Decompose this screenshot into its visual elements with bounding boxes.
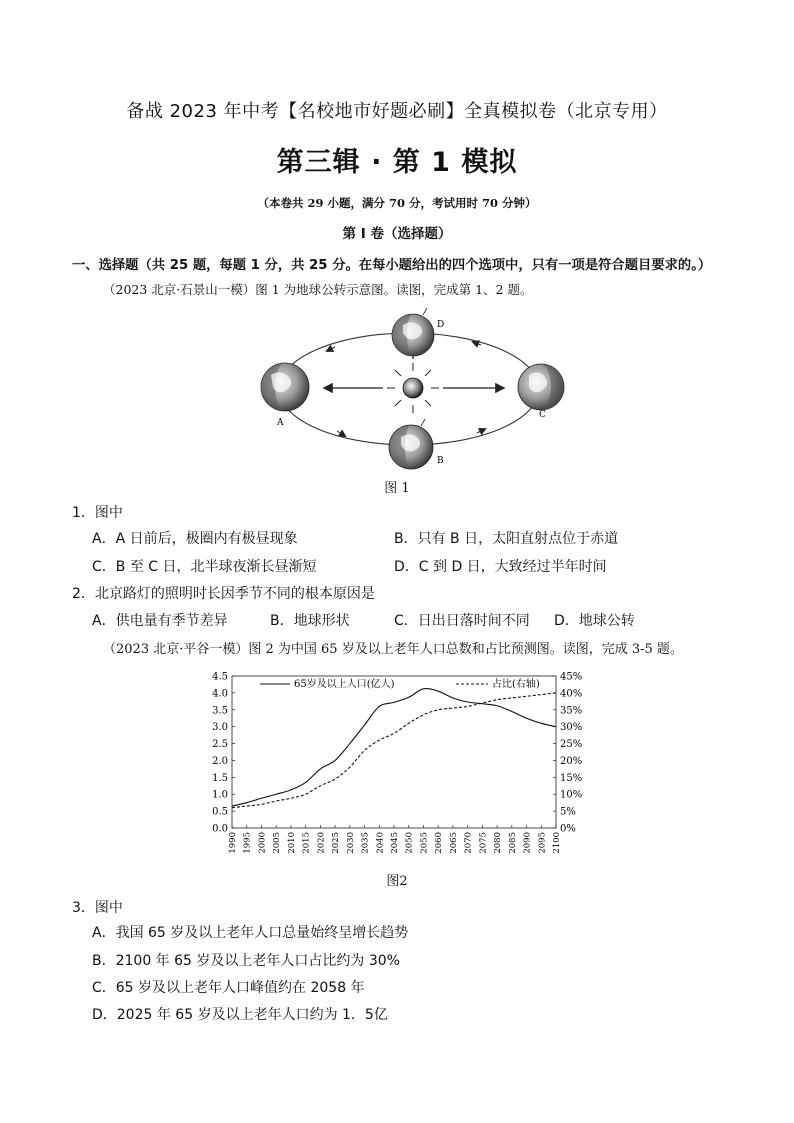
x-tick-label: 2100 (552, 832, 562, 854)
x-tick-label: 2030 (345, 832, 356, 854)
x-tick-label: 2035 (360, 832, 371, 854)
question-3-option-a: A．我国 65 岁及以上老年人口总量始终呈增长趋势 (92, 925, 409, 941)
y-left-tick-label: 3.5 (212, 705, 228, 717)
question-3-option-b: B．2100 年 65 岁及以上老年人口占比约为 30% (92, 953, 400, 969)
legend-label: 65岁及以上人口(亿人) (294, 679, 395, 690)
sun-icon (403, 378, 423, 398)
paper-header-title: 备战 2023 年中考【名校地市好题必刷】全真模拟卷（北京专用） (126, 101, 668, 122)
x-tick-label: 2085 (507, 832, 518, 854)
orbit-arrow (327, 347, 335, 351)
earth-globe-B (389, 419, 433, 469)
x-tick-label: 2005 (272, 832, 283, 854)
x-tick-label: 2000 (257, 832, 268, 854)
x-tick-label: 2025 (331, 832, 342, 854)
y-left-tick-label: 4.5 (212, 671, 228, 683)
question-3-option-c: C．65 岁及以上老年人口峰值约在 2058 年 (92, 980, 365, 996)
orbit-arrow (477, 429, 485, 433)
y-left-tick-label: 1.5 (212, 772, 228, 784)
x-tick-label: 2075 (478, 832, 489, 854)
y-left-tick-label: 4.0 (212, 688, 228, 700)
x-tick-label: 2010 (286, 832, 297, 854)
x-tick-label: 2095 (537, 832, 548, 854)
orbit-arrow (337, 431, 345, 436)
x-tick-label: 2090 (522, 832, 533, 854)
y-left-tick-label: 3.0 (212, 722, 228, 734)
figure-1-caption: 图 1 (384, 481, 410, 496)
x-tick-label: 2055 (419, 832, 430, 854)
question-1-option-c: C．B 至 C 日，北半球夜渐长昼渐短 (92, 559, 317, 575)
question-2-stem: 2．北京路灯的照明时长因季节不同的根本原因是 (72, 586, 375, 602)
question-2-option-d: D．地球公转 (554, 613, 635, 629)
plot-frame (232, 676, 556, 828)
question-1-stem: 1．图中 (72, 505, 123, 521)
x-tick-label: 2015 (301, 832, 312, 854)
y-right-tick-label: 20% (560, 755, 583, 767)
section-heading: 一、选择题（共 25 题，每题 1 分，共 25 分。在每小题给出的四个选项中，只有一项是符合题目要求的。） (72, 258, 712, 273)
y-right-tick-label: 35% (560, 705, 583, 717)
question-intro-2: （2023 北京·平谷一模）图 2 为中国 65 岁及以上老年人口总数和占比预测图。读图，完成 3-5 题。 (103, 642, 683, 657)
question-1-option-d: D．C 到 D 日，大致经过半年时间 (394, 559, 607, 575)
earth-globe-D (392, 308, 434, 356)
y-left-tick-label: 0.0 (212, 823, 228, 835)
y-right-tick-label: 25% (560, 739, 583, 751)
volume-title: 第 I 卷（选择题） (342, 226, 452, 242)
y-right-tick-label: 5% (560, 806, 576, 818)
label-B: B (437, 456, 444, 466)
x-tick-label: 2040 (375, 832, 386, 854)
question-3-stem: 3．图中 (72, 900, 123, 916)
y-left-tick-label: 2.5 (212, 739, 228, 751)
question-2-option-b: B．地球形状 (270, 613, 350, 629)
x-tick-label: 2050 (404, 832, 415, 854)
label-D: D (437, 320, 445, 330)
question-2-option-c: C．日出日落时间不同 (394, 613, 530, 629)
earth-globe-C (518, 364, 564, 410)
label-A: A (277, 418, 284, 428)
y-right-tick-label: 15% (560, 772, 583, 784)
question-1-option-a: A．A 日前后，极圈内有极昼现象 (92, 531, 298, 547)
y-right-tick-label: 45% (560, 671, 583, 683)
x-tick-label: 2080 (493, 832, 504, 854)
earth-orbit-diagram (245, 305, 575, 475)
y-left-tick-label: 2.0 (212, 755, 228, 767)
y-right-tick-label: 10% (560, 789, 583, 801)
label-C: C (539, 410, 546, 420)
legend-label: 占比(右轴) (492, 679, 540, 690)
question-3-option-d: D．2025 年 65 岁及以上老年人口约为 1．5亿 (92, 1007, 388, 1023)
y-right-tick-label: 40% (560, 688, 583, 700)
y-right-tick-label: 0% (560, 823, 576, 835)
question-intro-1: （2023 北京·石景山一模）图 1 为地球公转示意图。读图，完成第 1、2 题。 (103, 282, 533, 297)
x-tick-label: 2060 (434, 832, 445, 854)
paper-main-title: 第三辑 · 第 1 模拟 (276, 147, 518, 178)
y-right-tick-label: 30% (560, 722, 583, 734)
exam-note: （本卷共 29 小题，满分 70 分，考试用时 70 分钟） (257, 196, 537, 210)
x-tick-label: 2065 (448, 832, 459, 854)
earth-globe-A (261, 363, 309, 411)
x-tick-label: 2070 (463, 832, 474, 854)
series-line-population (232, 689, 556, 806)
question-1-option-b: B．只有 B 日，太阳直射点位于赤道 (394, 531, 619, 547)
y-left-tick-label: 0.5 (212, 806, 228, 818)
y-left-tick-label: 1.0 (212, 789, 228, 801)
x-tick-label: 1995 (242, 832, 253, 854)
elderly-population-chart (198, 662, 598, 862)
x-tick-label: 2020 (316, 832, 327, 854)
x-tick-label: 2045 (390, 832, 400, 854)
x-tick-label: 1990 (228, 832, 238, 854)
question-2-option-a: A．供电量有季节差异 (92, 613, 228, 629)
figure-2-caption: 图2 (386, 874, 408, 889)
